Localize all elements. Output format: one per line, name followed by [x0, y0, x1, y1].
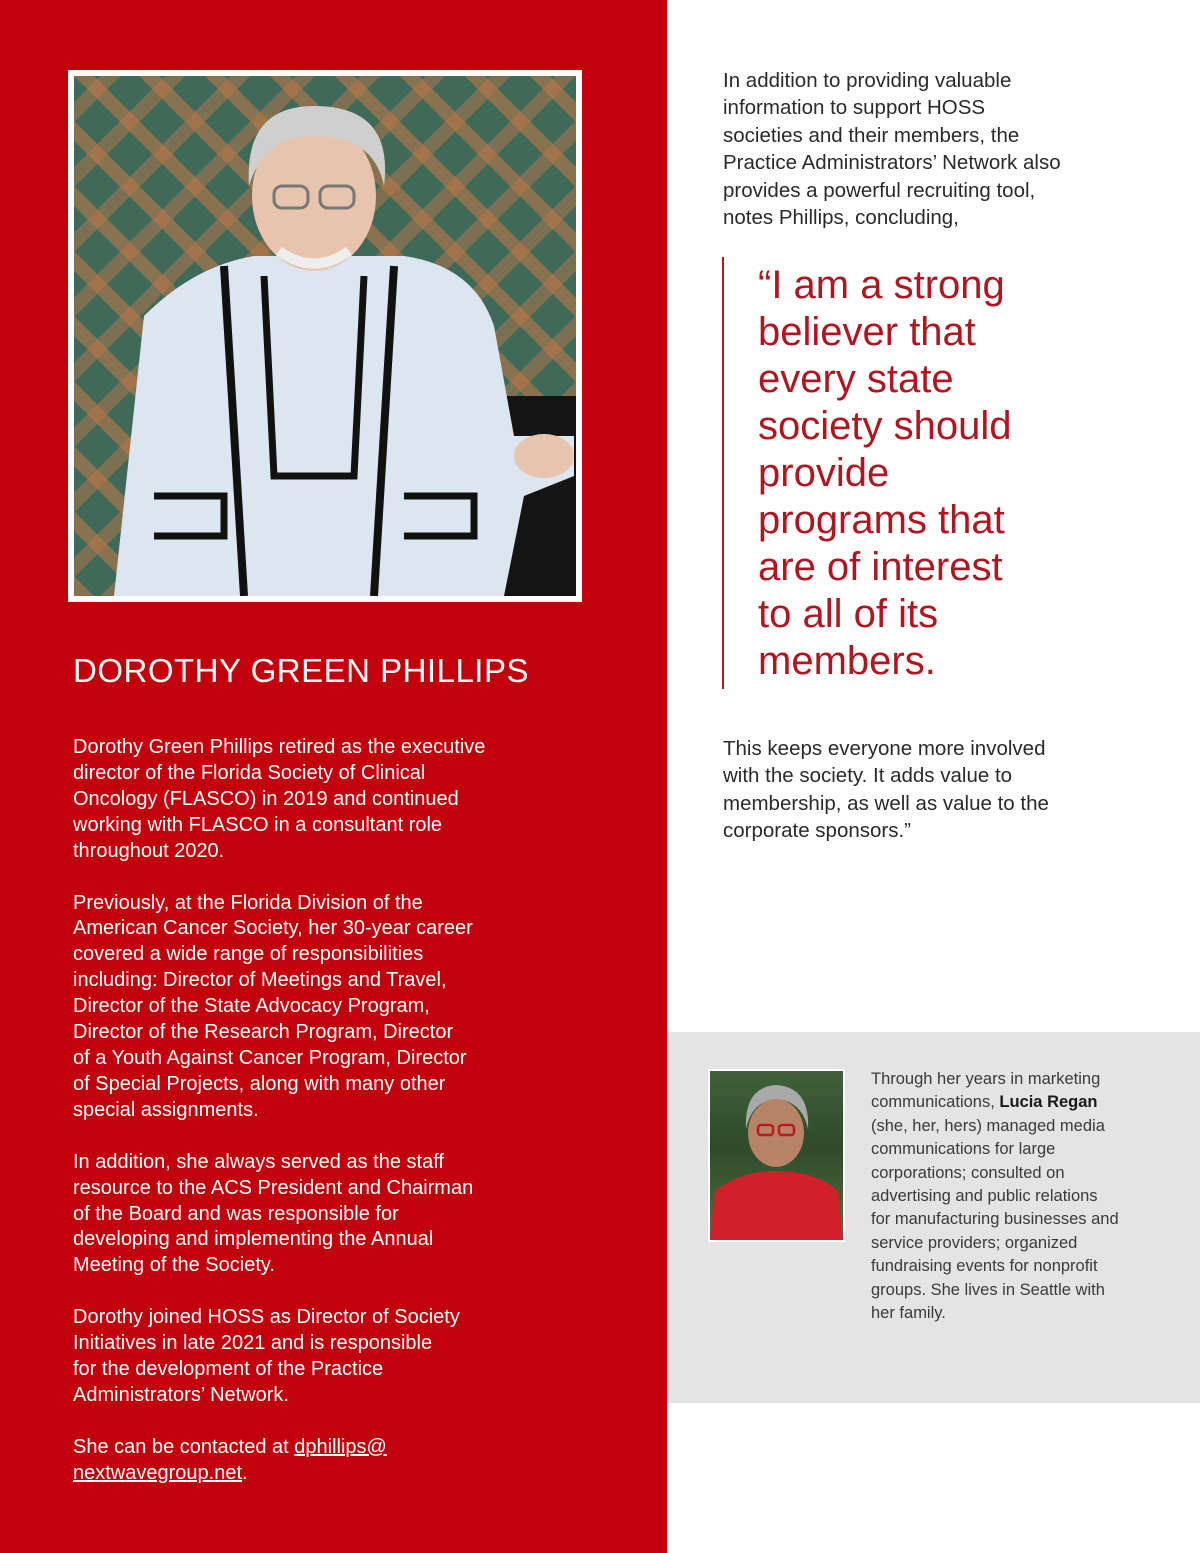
author-bio-rest: (she, her, hers) managed media communications for large corporations; consulted on advertising and public relations for manufacturing businesses and service providers; organized fundraising events for nonprofit groups. She lives in Seattle with her family.	[871, 1116, 1119, 1323]
bio-paragraph: Dorothy joined HOSS as Director of Society Initiatives in late 2021 and is responsible for the development of the Practice Administrators’ Network.	[73, 1306, 460, 1406]
contact-suffix: .	[242, 1461, 248, 1484]
author-photo	[710, 1071, 843, 1240]
email-part-2: nextwavegroup.net	[73, 1461, 243, 1484]
bio-paragraph: Previously, at the Florida Division of the American Cancer Society, her 30-year career covered a wide range of responsibilities including: Director of Meetings and Travel, Director of the State Advocacy Program, Director of the Research Program, Director of a Youth Against Cancer Program, Director of Special Projects, along with many other special assignments.	[73, 891, 473, 1121]
author-bio	[871, 1068, 1121, 1325]
profile-name: DOROTHY GREEN PHILLIPS	[73, 652, 530, 689]
contact-prefix: She can be contacted at	[73, 1435, 295, 1458]
contact-line	[73, 1435, 603, 1487]
author-name: Lucia Regan	[999, 1093, 1098, 1112]
quote-divider	[722, 257, 724, 689]
bio-paragraph: In addition, she always served as the staff resource to the ACS President and Chairman of the Board and was responsible for developing and implementing the Annual Meeting of the Society.	[73, 1150, 474, 1277]
author-photo-frame	[708, 1069, 845, 1242]
profile-bio	[73, 735, 603, 1513]
article-intro: In addition to providing valuable information to support HOSS societies and their members, the Practice Administrators’ Network also provides a powerful recruiting tool, notes Phillips, concluding,	[723, 69, 1061, 230]
email-part-1: dphillips@	[294, 1435, 387, 1458]
author-bio-lead: Through her years in marketing communications,	[871, 1070, 1101, 1112]
pull-quote: “I am a strong believer that every state society should provide programs that are of interest to all of its members.	[758, 263, 1012, 683]
article-outro: This keeps everyone more involved with the society. It adds value to membership, as well as value to the corporate sponsors.”	[723, 737, 1049, 843]
profile-photo-frame	[68, 70, 582, 602]
bio-paragraph: Dorothy Green Phillips retired as the executive director of the Florida Society of Clinical Oncology (FLASCO) in 2019 and continued working with FLASCO in a consultant role throughout 2020.	[73, 736, 486, 862]
profile-photo	[74, 76, 576, 596]
